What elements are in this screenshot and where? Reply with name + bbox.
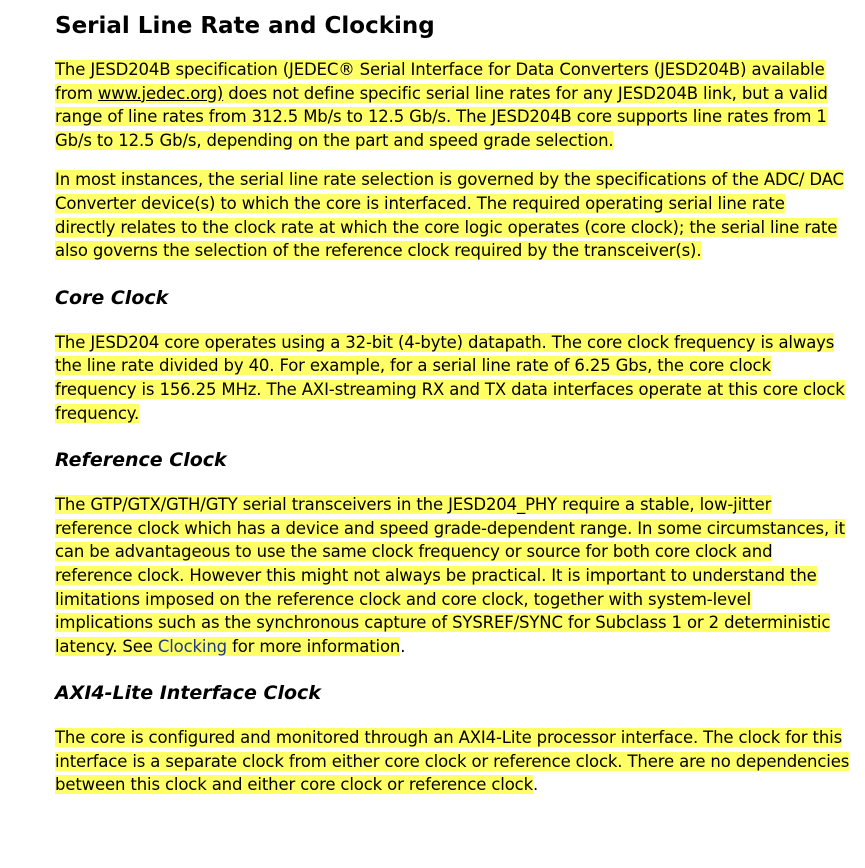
- reference-clock-heading-text: Reference Clock: [55, 449, 227, 472]
- paragraph-line-rate: [55, 58, 850, 152]
- paragraph-reference-clock: [55, 493, 850, 658]
- highlighted-text: In most instances, the serial line rate selection is governed by the specifications of the ADC/ DAC Converter device(s) to which the core is interfaced. The required operating serial line rate directly relates to the clock rate at which the core logic operates (core clock); the serial line rate also governs the selection of the reference clock required by the transceiver(s).: [55, 170, 844, 261]
- axi-clock-heading: [55, 680, 850, 706]
- highlighted-text: The core is configured and monitored through an AXI4-Lite processor interface. The clock for this interface is a separate clock from either core clock or reference clock. There are no dependencies between this clock and either core clock or reference clock: [55, 728, 850, 795]
- paragraph-text: does not define specific serial line rates for any JESD204B link, but a valid range of line rates from 312.5 Mb/s to 12.5 Gb/s. The JESD204B core supports line rates from 1 Gb/s to 12.5 Gb/s, depending on the part and speed grade selection.: [55, 83, 828, 150]
- section-title: [55, 10, 850, 42]
- paragraph-text: The GTP/GTX/GTH/GTY serial transceivers in the JESD204_PHY require a stable, low-jitter reference clock which has a device and speed grade-dependent range. In some circumstances, it can be advantageous to use the same clock frequency or source for both core clock and reference clock. However this might not always be practical. It is important to understand the limitations imposed on the reference clock and core clock, together with system-level implications such as the synchronous capture of SYSREF/SYNC for Subclass 1 or 2 deterministic latency. See: [55, 495, 845, 656]
- paragraph-core-clock: [55, 331, 850, 425]
- clocking-link[interactable]: Clocking: [157, 636, 227, 656]
- highlighted-text: [55, 495, 845, 656]
- section-title-text: Serial Line Rate and Clocking: [55, 13, 435, 39]
- highlighted-text: The JESD204 core operates using a 32-bit (4-byte) datapath. The core clock frequency is always the line rate divided by 40. For example, for a serial line rate of 6.25 Gbs, the core clock frequency is 156.25 MHz. The AXI-streaming RX and TX data interfaces operate at this core clock frequency.: [55, 332, 845, 423]
- paragraph-period: .: [533, 775, 539, 795]
- axi-clock-heading-text: AXI4-Lite Interface Clock: [55, 682, 321, 705]
- reference-clock-heading: [55, 447, 850, 473]
- paragraph-rate-selection: [55, 168, 850, 262]
- core-clock-heading: [55, 285, 850, 311]
- paragraph-period: .: [400, 636, 406, 656]
- paragraph-axi-clock: [55, 726, 850, 797]
- core-clock-heading-text: Core Clock: [55, 286, 169, 309]
- paragraph-text: for more information: [226, 636, 401, 656]
- paragraph-text: The JESD204B specification (JEDEC® Serial Interface for Data Converters (JESD204B) available from: [55, 60, 825, 103]
- jedec-link[interactable]: www.jedec.org): [97, 83, 224, 103]
- highlighted-text: [55, 60, 828, 150]
- document-page: [55, 10, 850, 815]
